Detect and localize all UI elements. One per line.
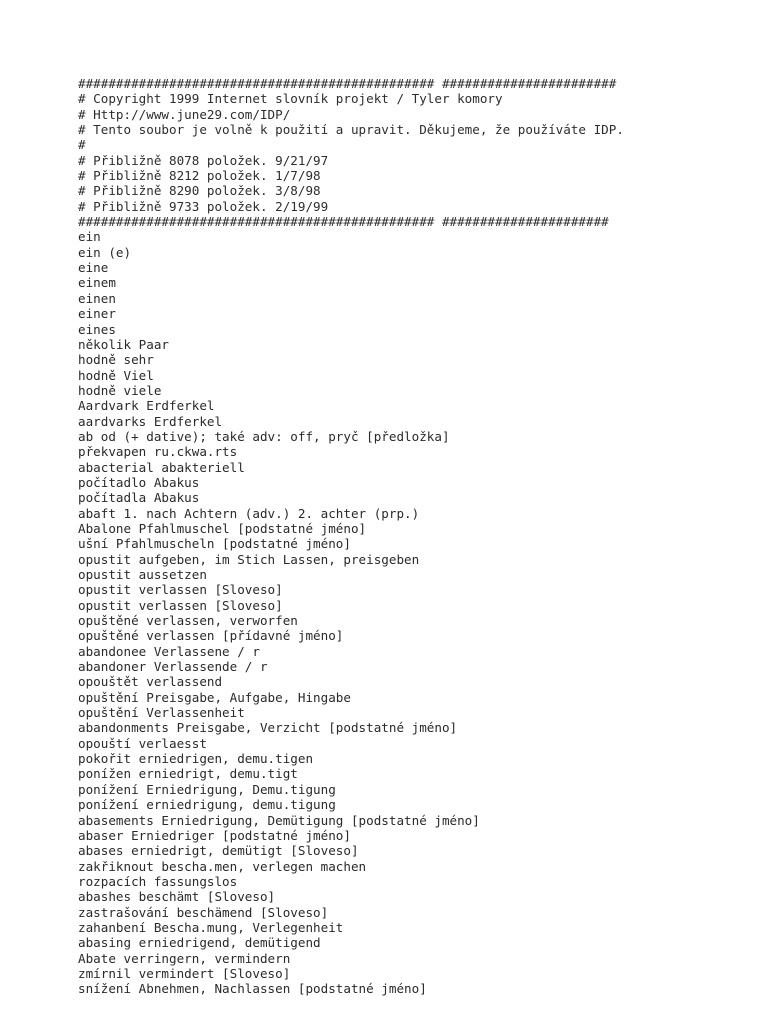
dictionary-entry: hodně Viel (78, 367, 154, 383)
header-line: # Tento soubor je volně k použití a upravit. Děkujeme, že používáte IDP. (78, 122, 624, 138)
header-line: # (78, 137, 86, 153)
dictionary-entry: opuštěné verlassen [přídavné jméno] (78, 628, 344, 644)
dictionary-entry: einer (78, 306, 116, 322)
dictionary-entry: abacterial abakteriell (78, 459, 245, 475)
dictionary-entry: einen (78, 290, 116, 306)
dictionary-entry: počítadlo Abakus (78, 474, 200, 490)
dictionary-entry: opuštění Verlassenheit (78, 705, 245, 721)
dictionary-entry: rozpacích fassungslos (78, 873, 238, 889)
dictionary-entry: pokořit erniedrigen, demu.tigen (78, 751, 314, 767)
header-line: # Přibližně 9733 položek. 2/19/99 (78, 198, 329, 214)
dictionary-entry: abandoner Verlassende / r (78, 659, 268, 675)
dictionary-entry: abaser Erniedriger [podstatné jméno] (78, 827, 351, 843)
header-line: ############################################### ###################### (78, 214, 609, 230)
dictionary-entry: ponížení Erniedrigung, Demu.tigung (78, 781, 336, 797)
dictionary-entries (78, 229, 758, 996)
dictionary-entry: opustit aussetzen (78, 567, 207, 582)
dictionary-entry: ušní Pfahlmuscheln [podstatné jméno] (78, 536, 351, 552)
dictionary-entry: aardvarks Erdferkel (78, 413, 223, 429)
dictionary-entry: zakřiknout bescha.men, verlegen machen (78, 858, 367, 874)
dictionary-entry: ab od (+ dative); také adv: off, pryč [předložka] (78, 428, 450, 444)
dictionary-entry: ponížen erniedrigt, demu.tigt (78, 766, 298, 782)
dictionary-entry: opustit verlassen [Sloveso] (78, 597, 283, 613)
dictionary-entry: Abate verringern, vermindern (78, 950, 291, 966)
dictionary-entry: počítadla Abakus (78, 490, 200, 506)
dictionary-entry: zmírnil vermindert [Sloveso] (78, 965, 291, 981)
dictionary-entry: opouštět verlassend (78, 674, 223, 690)
dictionary-entry: ein (78, 229, 101, 245)
header-line: # Http://www.june29.com/IDP/ (78, 106, 291, 122)
dictionary-entry: abasements Erniedrigung, Demütigung [podstatné jméno] (78, 812, 480, 828)
dictionary-entry: opustit verlassen [Sloveso] (78, 582, 283, 598)
header-line: # Přibližně 8212 položek. 1/7/98 (78, 168, 321, 184)
dictionary-entry: opouští verlaesst (78, 735, 207, 751)
dictionary-entry: eine (78, 260, 109, 276)
header-line: # Přibližně 8078 položek. 9/21/97 (78, 152, 329, 168)
dictionary-entry: abaft 1. nach Achtern (adv.) 2. achter (prp.) (78, 505, 420, 521)
dictionary-entry: abashes beschämt [Sloveso] (78, 889, 276, 905)
dictionary-entry: abases erniedrigt, demütigt [Sloveso] (78, 843, 359, 859)
dictionary-entry: abandonments Preisgabe, Verzicht [podstatné jméno] (78, 720, 458, 736)
header-line: # Přibližně 8290 položek. 3/8/98 (78, 183, 321, 199)
header-line: # Copyright 1999 Internet slovník projekt / Tyler komory (78, 91, 503, 107)
dictionary-entry: zastrašování beschämend [Sloveso] (78, 904, 329, 920)
dictionary-entry: hodně sehr (78, 352, 154, 368)
dictionary-entry: ein (e) (78, 244, 132, 260)
dictionary-entry: hodně viele (78, 382, 162, 398)
dictionary-entry: několik Paar (78, 336, 169, 352)
dictionary-entry: Aardvark Erdferkel (78, 398, 215, 414)
dictionary-entry: překvapen ru.ckwa.rts (78, 444, 238, 460)
document-page (78, 76, 758, 997)
dictionary-entry: einem (78, 275, 116, 291)
dictionary-entry: eines (78, 321, 116, 337)
file-header (78, 76, 758, 229)
dictionary-entry: snížení Abnehmen, Nachlassen [podstatné jméno] (78, 981, 427, 997)
dictionary-entry: opuštění Preisgabe, Aufgabe, Hingabe (78, 689, 351, 705)
dictionary-entry: zahanbení Bescha.mung, Verlegenheit (78, 919, 344, 935)
dictionary-entry: ponížení erniedrigung, demu.tigung (78, 797, 336, 813)
dictionary-entry: opustit aufgeben, im Stich Lassen, preisgeben (78, 551, 420, 567)
header-line: ############################################### ####################### (78, 76, 617, 91)
dictionary-entry: abasing erniedrigend, demütigend (78, 935, 321, 951)
dictionary-entry: Abalone Pfahlmuschel [podstatné jméno] (78, 520, 367, 536)
dictionary-entry: abandonee Verlassene / r (78, 643, 260, 659)
dictionary-entry: opuštěné verlassen, verworfen (78, 613, 298, 629)
